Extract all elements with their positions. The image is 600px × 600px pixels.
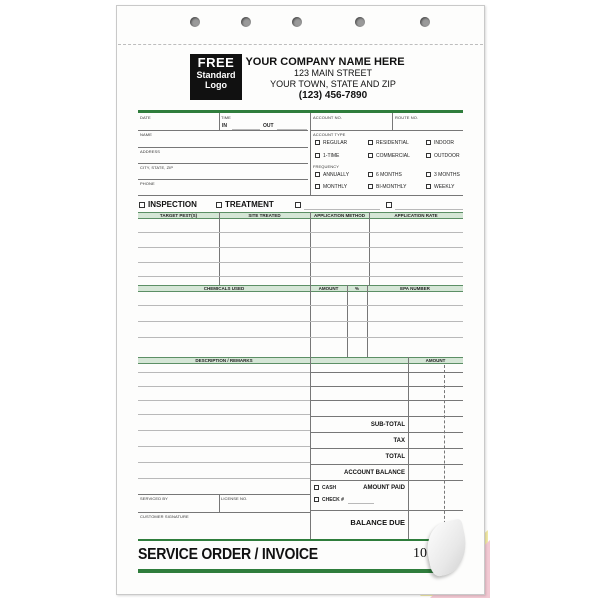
checkbox-regular[interactable] xyxy=(315,140,320,145)
checkbox-3-months[interactable] xyxy=(426,172,431,177)
company-name: YOUR COMPANY NAME HERE xyxy=(245,56,405,68)
other-1-field[interactable] xyxy=(304,209,380,210)
option-weekly: WEEKLY xyxy=(434,184,455,190)
option-regular: REGULAR xyxy=(323,140,348,146)
checkbox-other-2[interactable] xyxy=(386,202,392,208)
time-in-field[interactable] xyxy=(232,129,260,130)
checkbox-one-time[interactable] xyxy=(315,153,320,158)
description-row-rule xyxy=(138,386,310,387)
application-col-divider xyxy=(369,212,370,285)
application-col-divider xyxy=(219,212,220,285)
binder-hole xyxy=(190,17,200,27)
application-method-header: APPLICATION METHOD xyxy=(314,213,365,218)
checkbox-other-1[interactable] xyxy=(295,202,301,208)
amount-header: AMOUNT xyxy=(318,286,339,291)
account-rule xyxy=(311,130,463,131)
checkbox-inspection[interactable] xyxy=(139,202,145,208)
checkbox-annually[interactable] xyxy=(315,172,320,177)
customer-signature-label: CUSTOMER SIGNATURE xyxy=(140,514,189,519)
application-row-rule xyxy=(138,247,463,248)
epa-number-header: EPA NUMBER xyxy=(400,286,430,291)
form-number: 10 xyxy=(413,546,427,561)
description-row-rule xyxy=(138,414,310,415)
checkbox-monthly[interactable] xyxy=(315,184,320,189)
option-annually: ANNUALLY xyxy=(323,172,350,178)
signature-divider xyxy=(219,494,220,512)
binder-hole xyxy=(420,17,430,27)
company-street: 123 MAIN STREET xyxy=(293,68,373,78)
footer-accent-bar xyxy=(138,569,434,573)
target-pests-header: TARGET PEST(S) xyxy=(159,213,198,218)
description-row-rule xyxy=(138,400,310,401)
application-row-rule xyxy=(138,262,463,263)
checkbox-6-months[interactable] xyxy=(368,172,373,177)
account-no-label: ACCOUNT NO. xyxy=(313,115,343,120)
description-row-rule xyxy=(138,462,310,463)
description-row-rule xyxy=(138,446,310,447)
amount-row-rule xyxy=(310,372,463,373)
chemicals-row-rule xyxy=(138,337,463,338)
name-label: NAME xyxy=(140,132,152,137)
time-out-field[interactable] xyxy=(277,129,307,130)
perforation-line xyxy=(118,44,483,45)
balance-due-label: BALANCE DUE xyxy=(350,518,405,527)
date-divider xyxy=(219,113,220,130)
description-row-rule xyxy=(138,430,310,431)
time-out-label: OUT xyxy=(263,123,274,129)
chemicals-used-header: CHEMICALS USED xyxy=(203,286,245,291)
phone-rule xyxy=(138,195,463,196)
checkbox-residential[interactable] xyxy=(368,140,373,145)
chemicals-row-rule xyxy=(138,305,463,306)
application-rate-header: APPLICATION RATE xyxy=(394,213,438,218)
option-one-time: 1-TIME xyxy=(323,153,340,159)
route-divider xyxy=(392,113,393,130)
form-title: SERVICE ORDER / INVOICE xyxy=(138,546,318,563)
option-indoor: INDOOR xyxy=(434,140,454,146)
description-row-rule xyxy=(138,372,310,373)
checkbox-treatment[interactable] xyxy=(216,202,222,208)
time-label: TIME xyxy=(221,115,231,120)
binder-hole xyxy=(241,17,251,27)
amount-row-rule xyxy=(310,432,463,433)
address-rule xyxy=(138,163,308,164)
treatment-label: TREATMENT xyxy=(225,200,274,209)
amount-col-header: AMOUNT xyxy=(425,358,446,363)
route-no-label: ROUTE NO. xyxy=(395,115,419,120)
amount-row-rule xyxy=(310,510,463,511)
checkbox-bi-monthly[interactable] xyxy=(368,184,373,189)
option-6-months: 6 MONTHS xyxy=(376,172,402,178)
checkbox-check[interactable] xyxy=(314,497,319,502)
binder-hole xyxy=(355,17,365,27)
percent-header: % xyxy=(354,286,359,291)
time-in-label: IN xyxy=(222,123,227,129)
bottom-accent-rule xyxy=(138,539,463,541)
phone-label: PHONE xyxy=(140,181,155,186)
amount-row-rule xyxy=(310,386,463,387)
customer-divider xyxy=(310,113,311,195)
logo-free-text: FREE xyxy=(197,55,235,70)
inspection-label: INSPECTION xyxy=(148,200,197,209)
checkbox-weekly[interactable] xyxy=(426,184,431,189)
binder-hole xyxy=(292,17,302,27)
license-no-label: LICENSE NO. xyxy=(221,496,248,501)
logo-logo-text: Logo xyxy=(205,80,227,90)
date-label: DATE xyxy=(140,115,151,120)
logo-standard-text: Standard xyxy=(196,70,236,80)
checkbox-cash[interactable] xyxy=(314,485,319,490)
city-rule xyxy=(138,179,308,180)
cents-divider xyxy=(444,365,445,539)
amount-row-rule xyxy=(310,400,463,401)
option-outdoor: OUTDOOR xyxy=(434,153,460,159)
other-2-field[interactable] xyxy=(395,209,463,210)
check-number-label: CHECK # xyxy=(322,497,344,503)
amount-paid-label: AMOUNT PAID xyxy=(363,485,405,491)
cash-label: CASH xyxy=(322,485,337,491)
option-monthly: MONTHLY xyxy=(323,184,348,190)
site-treated-header: SITE TREATED xyxy=(248,213,281,218)
signature-top-rule xyxy=(138,494,310,495)
amount-row-rule xyxy=(310,480,463,481)
checkbox-commercial[interactable] xyxy=(368,153,373,158)
name-rule xyxy=(138,147,308,148)
total-label: TOTAL xyxy=(385,454,405,460)
application-row-rule xyxy=(138,232,463,233)
option-3-months: 3 MONTHS xyxy=(434,172,460,178)
description-row-rule xyxy=(138,478,310,479)
amount-row-rule xyxy=(310,464,463,465)
amount-row-rule xyxy=(310,416,463,417)
company-info xyxy=(245,56,418,101)
option-bi-monthly: BI-MONTHLY xyxy=(376,184,407,190)
description-header: DESCRIPTION / REMARKS xyxy=(195,358,253,363)
city-state-zip-label: CITY, STATE, ZIP xyxy=(140,165,174,170)
account-balance-label: ACCOUNT BALANCE xyxy=(344,470,405,476)
amount-row-rule xyxy=(310,448,463,449)
date-time-rule xyxy=(138,130,308,131)
checkbox-outdoor[interactable] xyxy=(426,153,431,158)
address-label: ADDRESS xyxy=(140,149,161,154)
serviced-by-label: SERVICED BY xyxy=(140,496,168,501)
checkbox-indoor[interactable] xyxy=(426,140,431,145)
company-city: YOUR TOWN, STATE AND ZIP xyxy=(270,79,396,89)
check-number-field[interactable] xyxy=(348,503,374,504)
application-row-rule xyxy=(138,276,463,277)
application-col-divider xyxy=(310,212,311,285)
option-residential: RESIDENTIAL xyxy=(376,140,409,146)
subtotal-label: SUB-TOTAL xyxy=(370,422,405,428)
company-phone: (123) 456-7890 xyxy=(298,90,368,101)
top-accent-bar xyxy=(138,110,463,113)
account-type-label: ACCOUNT TYPE xyxy=(313,132,346,137)
chemicals-row-rule xyxy=(138,321,463,322)
frequency-label: FREQUENCY xyxy=(313,164,340,169)
signature-mid-rule xyxy=(138,512,310,513)
option-commercial: COMMERCIAL xyxy=(376,153,410,159)
tax-label: TAX xyxy=(393,438,405,444)
